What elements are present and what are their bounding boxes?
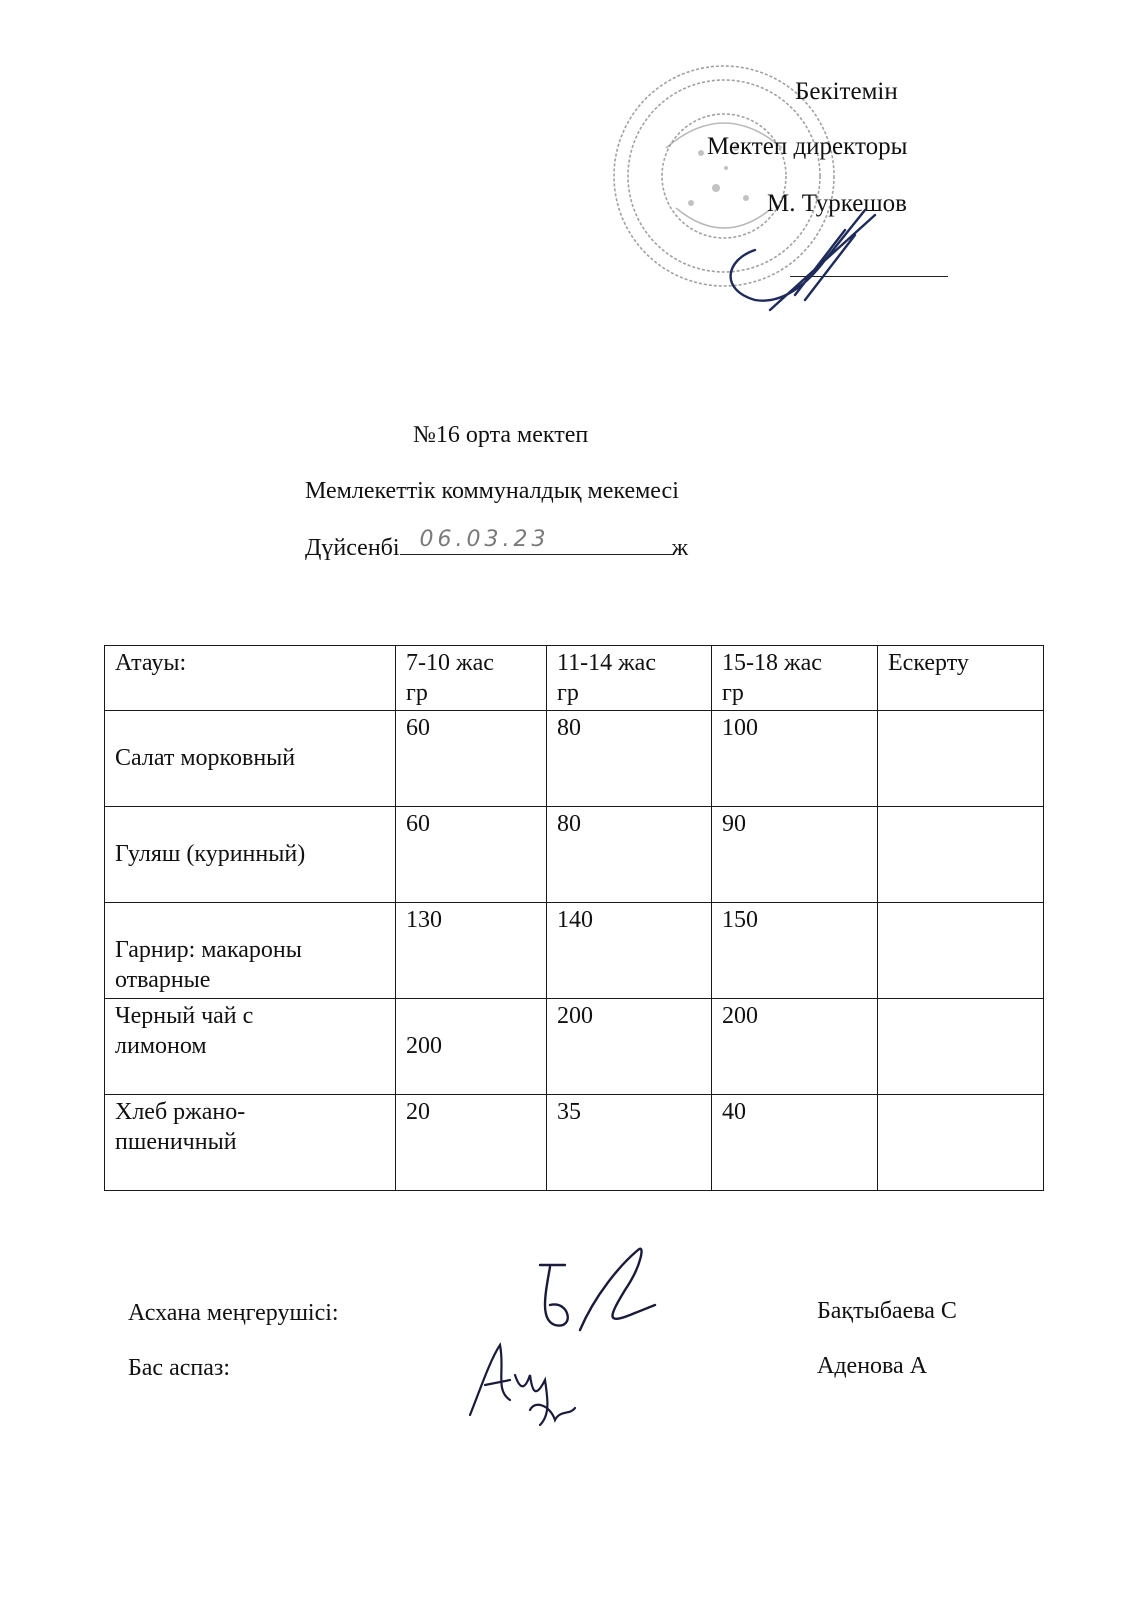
approval-director-name: М. Туркешов <box>767 190 907 217</box>
portion-15-18: 150 <box>712 903 878 999</box>
column-header-age-15-18: 15-18 жас гр <box>712 646 878 711</box>
year-suffix: ж <box>671 535 689 561</box>
note-cell <box>878 807 1044 903</box>
portion-7-10: 60 <box>396 711 547 807</box>
table-header-row <box>105 646 1044 711</box>
portion-15-18: 40 <box>712 1095 878 1191</box>
portion-11-14: 35 <box>547 1095 712 1191</box>
head-cook-signature <box>460 1330 590 1430</box>
dish-name: Гарнир: макароны отварные <box>105 903 396 999</box>
column-header-note: Ескерту <box>878 646 1044 711</box>
date-handwritten: 06.03.23 <box>419 527 550 552</box>
role-label-canteen-head: Асхана меңгерушісі: <box>128 1300 339 1326</box>
note-cell <box>878 711 1044 807</box>
dish-name: Хлеб ржано-пшеничный <box>105 1095 396 1191</box>
portion-7-10: 60 <box>396 807 547 903</box>
portion-15-18: 100 <box>712 711 878 807</box>
portion-7-10: 130 <box>396 903 547 999</box>
table-row <box>105 999 1044 1095</box>
note-cell <box>878 999 1044 1095</box>
note-cell <box>878 1095 1044 1191</box>
portion-7-10: 20 <box>396 1095 547 1191</box>
institution-name: Мемлекеттік коммуналдық мекемесі <box>305 478 679 504</box>
day-label: Дүйсенбі <box>305 535 400 561</box>
role-label-head-cook: Бас аспаз: <box>128 1355 231 1381</box>
dish-name: Салат морковный <box>105 711 396 807</box>
menu-table <box>104 645 1044 1191</box>
role-name-canteen-head: Бақтыбаева С <box>817 1298 957 1324</box>
portion-11-14: 80 <box>547 711 712 807</box>
portion-15-18: 90 <box>712 807 878 903</box>
table-row <box>105 1095 1044 1191</box>
table-row <box>105 903 1044 999</box>
portion-7-10: 200 <box>396 999 547 1095</box>
director-signature <box>715 200 885 315</box>
column-header-age-11-14: 11-14 жас гр <box>547 646 712 711</box>
role-name-head-cook: Аденова А <box>817 1353 928 1379</box>
date-line <box>305 527 689 562</box>
column-header-age-7-10: 7-10 жас гр <box>396 646 547 711</box>
portion-15-18: 200 <box>712 999 878 1095</box>
approval-title: Бекітемін <box>795 78 898 105</box>
portion-11-14: 140 <box>547 903 712 999</box>
dish-name: Черный чай с лимоном <box>105 999 396 1095</box>
table-row <box>105 711 1044 807</box>
date-field <box>400 527 672 555</box>
portion-11-14: 80 <box>547 807 712 903</box>
column-header-name: Атауы: <box>105 646 396 711</box>
dish-name: Гуляш (куринный) <box>105 807 396 903</box>
portion-11-14: 200 <box>547 999 712 1095</box>
note-cell <box>878 903 1044 999</box>
school-name: №16 орта мектеп <box>413 422 589 448</box>
approval-position: Мектеп директоры <box>707 133 908 160</box>
table-row <box>105 807 1044 903</box>
